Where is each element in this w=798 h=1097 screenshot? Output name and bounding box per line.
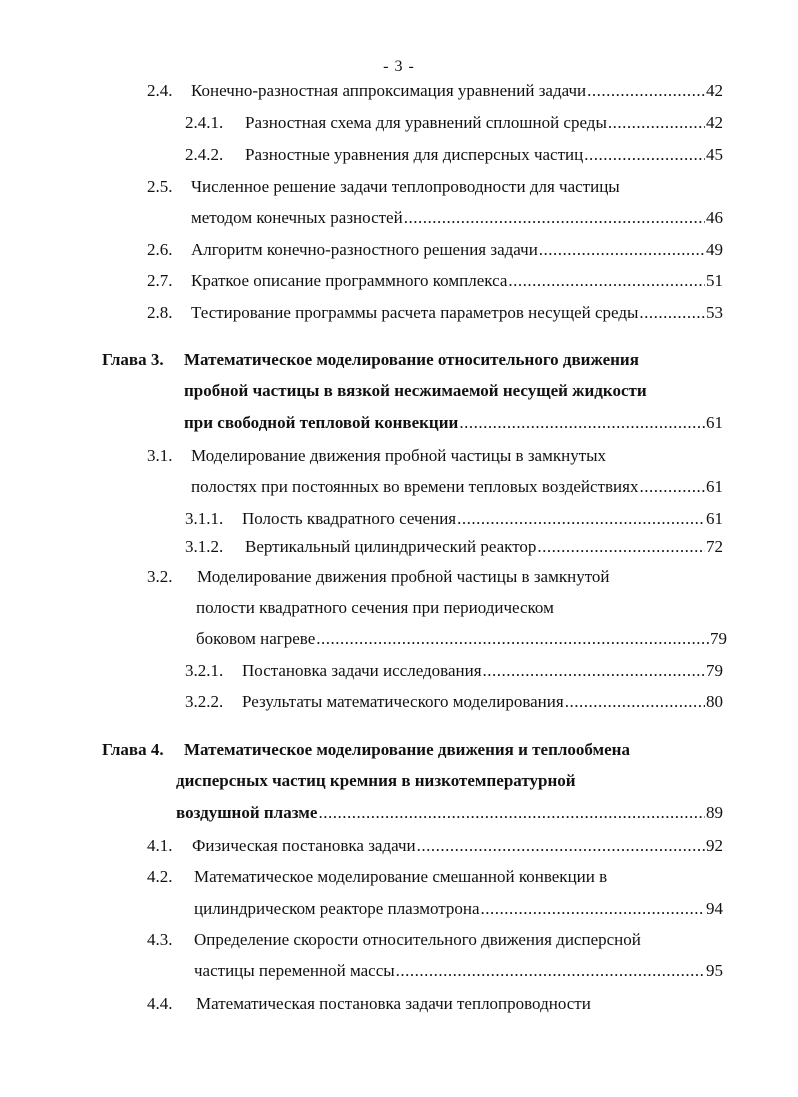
entry-title: Вертикальный цилиндрический реактор	[245, 537, 537, 556]
entry-title: Алгоритм конечно-разностного решения задачи	[191, 240, 538, 259]
entry-number: 4.3.	[147, 930, 173, 949]
toc-chapter-4-cont2	[176, 803, 723, 825]
chapter-title: Математическое моделирование движения и теплообмена	[184, 740, 630, 759]
toc-entry-3-2-2	[185, 692, 723, 714]
entry-page: 61	[706, 477, 723, 496]
toc-entry-3-1-cont	[191, 477, 723, 499]
chapter-number: Глава 3.	[102, 350, 164, 369]
entry-title: Тестирование программы расчета параметров несущей среды	[191, 303, 639, 322]
entry-title-cont: боковом нагреве	[196, 629, 316, 648]
entry-title-cont: полостях при постоянных во времени тепловых воздействиях	[191, 477, 639, 496]
entry-number: 2.5.	[147, 177, 173, 196]
toc-entry-3-2-cont2	[196, 629, 727, 651]
toc-chapter-3	[102, 350, 723, 372]
leader-dots	[537, 537, 705, 557]
leader-dots	[608, 113, 705, 133]
chapter-title: Математическое моделирование относительного движения	[184, 350, 639, 369]
chapter-title-cont: дисперсных частиц кремния в низкотемпературной	[176, 771, 576, 790]
leader-dots	[639, 303, 705, 323]
chapter-title-cont: пробной частицы в вязкой несжимаемой несущей жидкости	[184, 381, 647, 400]
toc-entry-4-2-cont	[194, 899, 723, 921]
leader-dots	[316, 629, 709, 649]
entry-page: 51	[706, 271, 723, 290]
entry-page: 42	[706, 81, 723, 100]
toc-chapter-3-cont2	[184, 413, 723, 435]
entry-title: Конечно-разностная аппроксимация уравнений задачи	[191, 81, 587, 100]
leader-dots	[483, 661, 705, 681]
toc-entry-3-1	[147, 446, 723, 468]
toc-entry-2-4-1	[185, 113, 723, 135]
page-number: - 3 -	[383, 58, 415, 75]
chapter-title-cont: при свободной тепловой конвекции	[184, 413, 459, 432]
entry-number: 3.2.	[147, 567, 173, 586]
toc-chapter-3-cont1	[184, 381, 723, 403]
toc-entry-3-2	[147, 567, 723, 589]
toc-entry-3-1-1	[185, 509, 723, 531]
entry-title: Численное решение задачи теплопроводности для частицы	[191, 177, 620, 196]
toc-entry-4-1	[147, 836, 723, 858]
entry-page: 61	[706, 509, 723, 528]
entry-title-cont: цилиндрическом реакторе плазмотрона	[194, 899, 480, 918]
entry-number: 2.8.	[147, 303, 173, 322]
entry-number: 3.2.2.	[185, 692, 224, 711]
entry-page: 46	[706, 208, 723, 227]
toc-entry-3-2-1	[185, 661, 723, 683]
entry-number: 2.7.	[147, 271, 173, 290]
entry-number: 3.1.1.	[185, 509, 224, 528]
entry-page: 79	[706, 661, 723, 680]
toc-entry-2-5-cont	[191, 208, 723, 230]
toc-entry-2-4	[147, 81, 723, 103]
entry-page: 80	[706, 692, 723, 711]
leader-dots	[587, 81, 705, 101]
entry-title: Моделирование движения пробной частицы в замкнутых	[191, 446, 607, 465]
leader-dots	[539, 240, 705, 260]
toc-entry-3-2-cont1	[196, 598, 723, 620]
toc-chapter-4-cont1	[176, 771, 723, 793]
entry-number: 3.1.	[147, 446, 173, 465]
entry-page: 61	[706, 413, 723, 432]
toc-entry-3-1-2	[185, 537, 723, 559]
entry-title-cont: частицы переменной массы	[194, 961, 395, 980]
toc-entry-2-5	[147, 177, 723, 199]
entry-number: 2.4.2.	[185, 145, 224, 164]
entry-title: Математическая постановка задачи теплопроводности	[196, 994, 591, 1013]
entry-page: 95	[706, 961, 723, 980]
entry-page: 72	[706, 537, 723, 556]
entry-title: Моделирование движения пробной частицы в замкнутой	[197, 567, 610, 586]
entry-page: 53	[706, 303, 723, 322]
entry-title: Математическое моделирование смешанной конвекции в	[194, 867, 608, 886]
entry-page: 45	[706, 145, 723, 164]
entry-number: 2.6.	[147, 240, 173, 259]
entry-page: 94	[706, 899, 723, 918]
leader-dots	[457, 509, 705, 529]
leader-dots	[481, 899, 705, 919]
toc-entry-2-8	[147, 303, 723, 325]
entry-number: 3.1.2.	[185, 537, 224, 556]
entry-title: Постановка задачи исследования	[242, 661, 482, 680]
leader-dots	[565, 692, 705, 712]
entry-page: 89	[706, 803, 723, 822]
entry-title-cont: полости квадратного сечения при периодическом	[196, 598, 554, 617]
leader-dots	[459, 413, 705, 433]
entry-title: Разностные уравнения для дисперсных частиц	[245, 145, 584, 164]
leader-dots	[404, 208, 705, 228]
leader-dots	[417, 836, 705, 856]
toc-chapter-4	[102, 740, 723, 762]
leader-dots	[318, 803, 705, 823]
toc-entry-2-4-2	[185, 145, 723, 167]
entry-page: 79	[710, 629, 727, 648]
toc-entry-2-7	[147, 271, 723, 293]
entry-title: Результаты математического моделирования	[242, 692, 564, 711]
chapter-title-cont: воздушной плазме	[176, 803, 318, 822]
leader-dots	[508, 271, 705, 291]
entry-number: 2.4.1.	[185, 113, 224, 132]
chapter-number: Глава 4.	[102, 740, 164, 759]
entry-number: 3.2.1.	[185, 661, 224, 680]
leader-dots	[396, 961, 705, 981]
toc-entry-4-4	[147, 994, 723, 1016]
entry-title: Физическая постановка задачи	[192, 836, 416, 855]
entry-title: Определение скорости относительного движения дисперсной	[194, 930, 641, 949]
toc-entry-2-6	[147, 240, 723, 262]
entry-title-cont: методом конечных разностей	[191, 208, 403, 227]
entry-number: 4.2.	[147, 867, 173, 886]
entry-page: 92	[706, 836, 723, 855]
entry-title: Краткое описание программного комплекса	[191, 271, 508, 290]
toc-entry-4-2	[147, 867, 723, 889]
entry-title: Полость квадратного сечения	[242, 509, 457, 528]
entry-page: 49	[706, 240, 723, 259]
leader-dots	[639, 477, 705, 497]
leader-dots	[584, 145, 705, 165]
toc-entry-4-3-cont	[194, 961, 723, 983]
entry-number: 2.4.	[147, 81, 173, 100]
entry-page: 42	[706, 113, 723, 132]
entry-number: 4.4.	[147, 994, 173, 1013]
entry-title: Разностная схема для уравнений сплошной среды	[245, 113, 607, 132]
entry-number: 4.1.	[147, 836, 173, 855]
toc-entry-4-3	[147, 930, 723, 952]
